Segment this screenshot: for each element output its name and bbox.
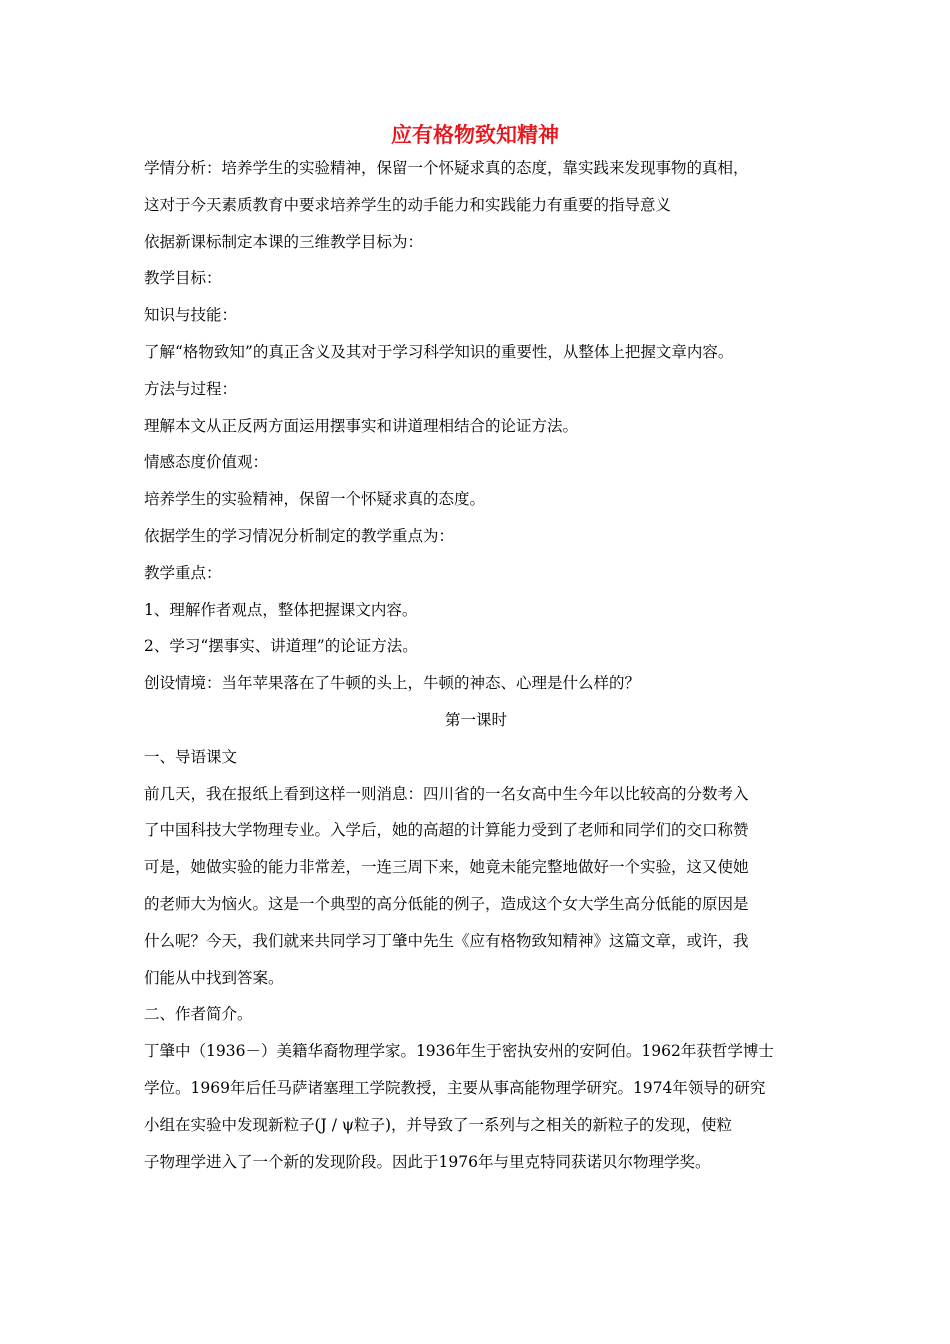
text-line: 可是，她做实验的能力非常差，一连三周下来，她竟未能完整地做好一个实验，这又使她 xyxy=(144,858,749,877)
text-line: 依据新课标制定本课的三维教学目标为： xyxy=(144,232,424,251)
section-heading: 知识与技能： xyxy=(144,306,238,325)
list-item: 1、理解作者观点，整体把握课文内容。 xyxy=(144,600,418,619)
section-heading: 一、导语课文 xyxy=(144,747,238,766)
text-line: 丁肇中（1936－）美籍华裔物理学家。1936年生于密执安州的安阿伯。1962年获哲学博士 xyxy=(144,1042,774,1061)
section-heading: 方法与过程： xyxy=(144,379,238,398)
text-line: 前几天，我在报纸上看到这样一则消息：四川省的一名女高中生今年以比较高的分数考入 xyxy=(144,784,749,803)
lesson-heading: 第一课时 xyxy=(444,710,507,729)
document-body xyxy=(144,150,808,1180)
text-line: 了中国科技大学物理专业。入学后，她的高超的计算能力受到了老师和同学们的交口称赞 xyxy=(144,821,749,840)
text-line: 培养学生的实验精神，保留一个怀疑求真的态度。 xyxy=(144,490,486,509)
text-line: 依据学生的学习情况分析制定的教学重点为： xyxy=(144,526,455,545)
section-heading: 二、作者简介。 xyxy=(144,1005,253,1024)
list-item: 2、学习“摆事实、讲道理”的论证方法。 xyxy=(144,637,418,656)
text-line: 小组在实验中发现新粒子(J / ψ粒子)，并导致了一系列与之相关的新粒子的发现，使粒 xyxy=(144,1115,733,1134)
text-line: 创设情境：当年苹果落在了牛顿的头上，牛顿的神态、心理是什么样的？ xyxy=(144,674,641,693)
text-line: 子物理学进入了一个新的发现阶段。因此于1976年与里克特同获诺贝尔物理学奖。 xyxy=(144,1152,711,1171)
document-title: 应有格物致知精神 xyxy=(391,122,559,147)
section-heading: 教学重点： xyxy=(144,563,222,582)
section-heading: 教学目标： xyxy=(144,269,222,288)
text-line: 什么呢？今天，我们就来共同学习丁肇中先生《应有格物致知精神》这篇文章，或许，我 xyxy=(144,931,749,950)
text-line: 这对于今天素质教育中要求培养学生的动手能力和实践能力有重要的指导意义 xyxy=(144,195,672,214)
text-line: 的老师大为恼火。这是一个典型的高分低能的例子，造成这个女大学生高分低能的原因是 xyxy=(144,894,749,913)
text-line: 学位。1969年后任马萨诸塞理工学院教授，主要从事高能物理学研究。1974年领导的研究 xyxy=(144,1078,766,1097)
text-line: 理解本文从正反两方面运用摆事实和讲道理相结合的论证方法。 xyxy=(144,416,579,435)
section-heading: 情感态度价值观： xyxy=(144,453,269,472)
text-line: 们能从中找到答案。 xyxy=(144,968,284,987)
text-line: 学情分析：培养学生的实验精神，保留一个怀疑求真的态度，靠实践来发现事物的真相， xyxy=(144,159,749,177)
text-line: 了解“格物致知”的真正含义及其对于学习科学知识的重要性，从整体上把握文章内容。 xyxy=(144,342,734,361)
